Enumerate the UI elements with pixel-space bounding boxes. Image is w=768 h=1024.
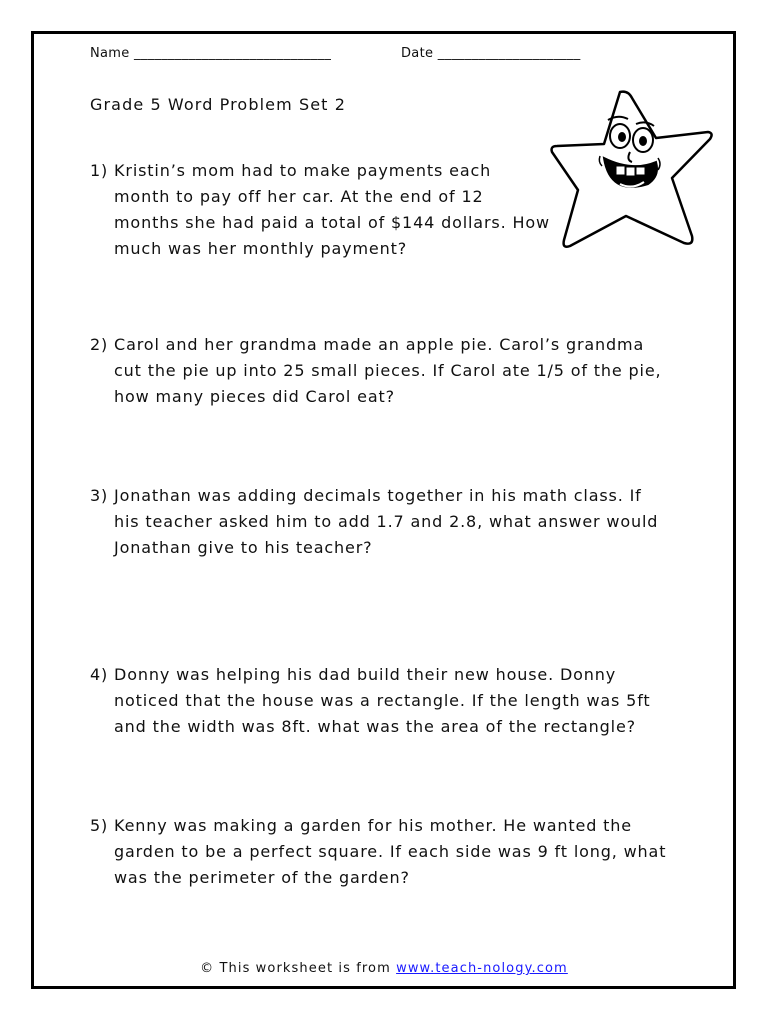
problem-line: months she had paid a total of $144 dollars. How [114,213,550,232]
footer [0,961,768,976]
date-label: Date [401,46,434,61]
worksheet-title: Grade 5 Word Problem Set 2 [90,95,346,114]
problem-4 [90,662,651,740]
problem-line: 4) Donny was helping his dad build their new house. Donny [90,665,617,684]
date-blank: _____________________ [437,46,581,61]
problem-5 [90,813,666,891]
name-label: Name [90,46,130,61]
problem-2 [90,332,661,410]
problem-line: 2) Carol and her grandma made an apple pie. Carol’s grandma [90,335,645,354]
problem-line: much was her monthly payment? [114,239,408,258]
problem-line: garden to be a perfect square. If each side was 9 ft long, what [114,842,667,861]
problem-line: month to pay off her car. At the end of 12 [114,187,484,206]
problem-line: Jonathan give to his teacher? [114,538,373,557]
problem-line: how many pieces did Carol eat? [114,387,395,406]
name-date-header [90,46,581,61]
problem-line: 1) Kristin’s mom had to make payments each [90,161,492,180]
problem-1 [90,158,550,262]
problem-line: 3) Jonathan was adding decimals together in his math class. If [90,486,642,505]
footer-link[interactable]: www.teach-nology.com [396,961,568,976]
footer-text: © This worksheet is from [200,961,391,976]
problem-3 [90,483,658,561]
problem-line: his teacher asked him to add 1.7 and 2.8, what answer would [114,512,659,531]
problem-line: and the width was 8ft. what was the area of the rectangle? [114,717,636,736]
smiling-star-cartoon-icon [548,86,716,251]
problem-line: cut the pie up into 25 small pieces. If Carol ate 1/5 of the pie, [114,361,662,380]
problem-line: was the perimeter of the garden? [114,868,410,887]
date-field[interactable] [401,46,581,61]
name-blank: _____________________________ [134,46,332,61]
name-field[interactable] [90,46,331,61]
problem-line: 5) Kenny was making a garden for his mother. He wanted the [90,816,632,835]
problem-line: noticed that the house was a rectangle. If the length was 5ft [114,691,651,710]
